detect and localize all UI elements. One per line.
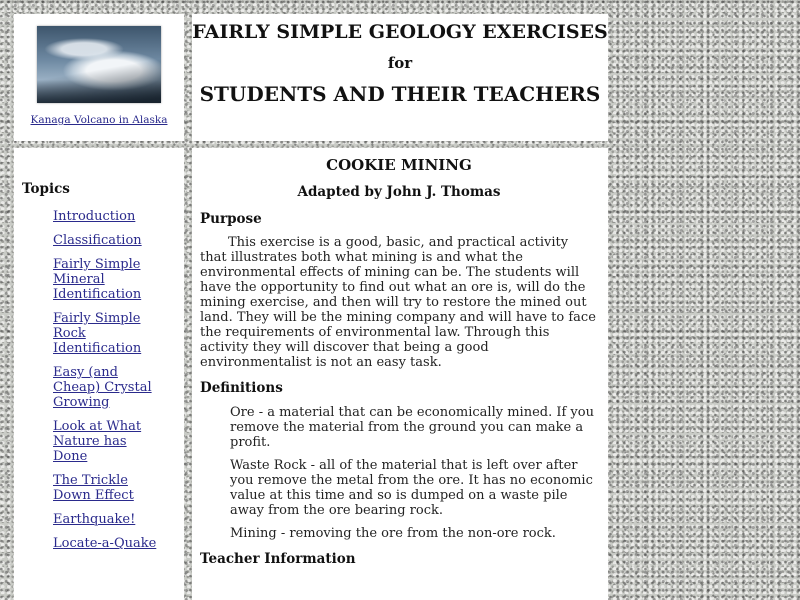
article-title: COOKIE MINING — [326, 156, 472, 174]
definition-waste-rock: Waste Rock - all of the material that is left over after you remove the metal from the ore. It has no economic value at this time and so is dumped on a waste pile away from the ore bearing rock. — [230, 458, 593, 518]
header-photo-panel — [14, 14, 184, 141]
section-heading-definitions: Definitions — [200, 380, 283, 396]
sidebar-link[interactable]: Introduction — [53, 209, 136, 224]
sidebar-item-crystal-growing — [53, 365, 163, 410]
site-title-for: for — [387, 54, 413, 72]
photo-caption-link[interactable]: Kanaga Volcano in Alaska — [30, 114, 168, 126]
volcano-photo-icon[interactable] — [37, 26, 161, 103]
sidebar-item-rock-identification — [53, 311, 163, 356]
sidebar-link[interactable]: The Trickle Down Effect — [53, 473, 134, 503]
site-subtitle: STUDENTS AND THEIR TEACHERS — [199, 82, 601, 106]
sidebar-item-classification — [53, 233, 163, 248]
sidebar-item-locate-a-quake — [53, 536, 163, 551]
site-title: FAIRLY SIMPLE GEOLOGY EXERCISES — [192, 21, 608, 43]
sidebar-topic-list — [53, 209, 163, 560]
sidebar-item-trickle-down — [53, 473, 163, 503]
sidebar-link[interactable]: Easy (and Cheap) Crystal Growing — [53, 365, 152, 410]
site-header-panel — [192, 14, 608, 141]
section-heading-purpose: Purpose — [200, 211, 262, 227]
definition-ore: Ore - a material that can be economically mined. If you remove the material from the ground you can make a profit. — [230, 405, 594, 450]
sidebar-link[interactable]: Fairly Simple Rock Identification — [53, 311, 142, 356]
sidebar-item-introduction — [53, 209, 163, 224]
sidebar-item-mineral-identification — [53, 257, 163, 302]
definition-mining: Mining - removing the ore from the non-ore rock. — [230, 526, 556, 541]
sidebar-link[interactable]: Locate-a-Quake — [53, 536, 157, 551]
article-body — [192, 148, 608, 568]
purpose-paragraph: This exercise is a good, basic, and practical activity that illustrates both what mining is and what the environmental effects of mining can be. The students will have the opportunity to find out what an ore is, will do the mining exercise, and then will try to restore the mined out land. They will be the mining company and will have to face the requirements of environmental law. Through this activity they will discover that being a good environmentalist is not an easy task. — [200, 235, 596, 370]
sidebar-nav — [14, 148, 184, 600]
sidebar-link[interactable]: Fairly Simple Mineral Identification — [53, 257, 142, 302]
sidebar-item-nature — [53, 419, 163, 464]
sidebar-link[interactable]: Classification — [53, 233, 142, 248]
sidebar-link[interactable]: Look at What Nature has Done — [53, 419, 142, 464]
article-author: Adapted by John J. Thomas — [297, 184, 501, 200]
article-panel — [192, 148, 608, 600]
section-heading-teacher-information: Teacher Information — [200, 551, 356, 567]
sidebar-link[interactable]: Earthquake! — [53, 512, 136, 527]
sidebar-item-earthquake — [53, 512, 163, 527]
sidebar-heading: Topics — [22, 181, 70, 197]
